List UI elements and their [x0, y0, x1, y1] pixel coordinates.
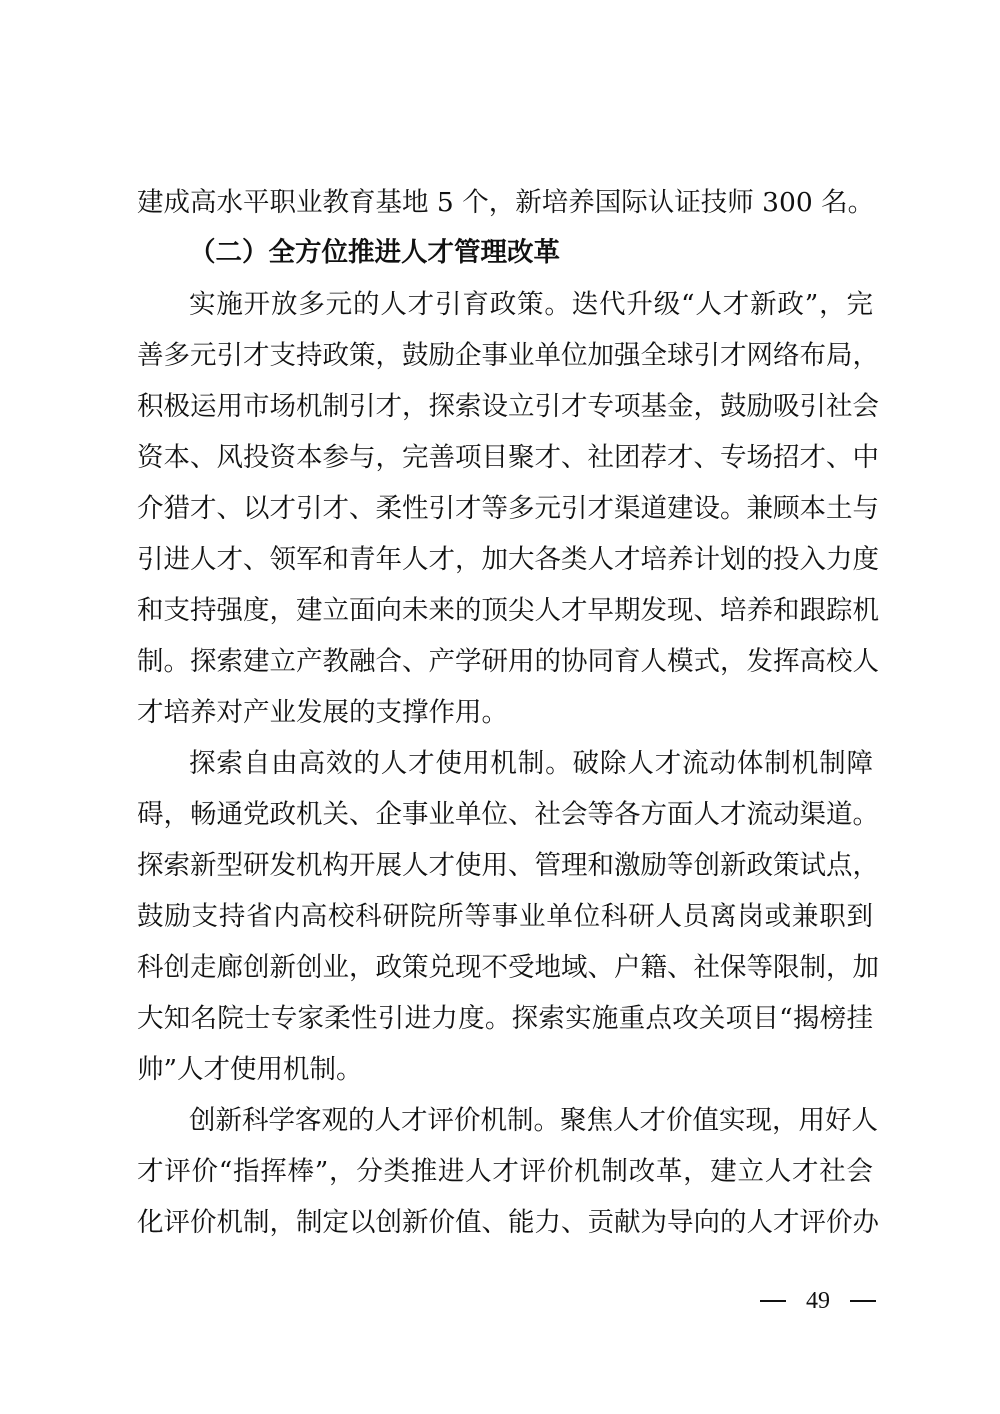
page-number-dash-left — [760, 1300, 786, 1302]
paragraph-line: 引进人才、领军和青年人才，加大各类人才培养计划的投入力度 — [137, 544, 879, 575]
paragraph-line: 建成高水平职业教育基地 5 个，新培养国际认证技师 300 名。 — [137, 187, 875, 218]
paragraph-line: 化评价机制，制定以创新价值、能力、贡献为导向的人才评价办 — [137, 1207, 879, 1238]
paragraph-line: 才培养对产业发展的支撑作用。 — [137, 697, 508, 728]
page-number-value: 49 — [806, 1288, 830, 1314]
paragraph-line: 实施开放多元的人才引育政策。迭代升级“人才新政”，完 — [189, 289, 873, 320]
paragraph-line: 介猎才、以才引才、柔性引才等多元引才渠道建设。兼顾本土与 — [137, 493, 879, 524]
page-number-dash-right — [850, 1300, 876, 1302]
paragraph-line: 探索自由高效的人才使用机制。破除人才流动体制机制障 — [189, 748, 873, 779]
paragraph-line: 鼓励支持省内高校科研院所等事业单位科研人员离岗或兼职到 — [137, 901, 873, 932]
paragraph-line: 帅”人才使用机制。 — [137, 1054, 363, 1085]
paragraph-line: 资本、风投资本参与，完善项目聚才、社团荐才、专场招才、中 — [137, 442, 879, 473]
paragraph-line: 大知名院士专家柔性引进力度。探索实施重点攻关项目“揭榜挂 — [137, 1003, 873, 1034]
paragraph-line: 碍，畅通党政机关、企事业单位、社会等各方面人才流动渠道。 — [137, 799, 879, 830]
paragraph-line: 善多元引才支持政策，鼓励企事业单位加强全球引才网络布局， — [137, 340, 879, 371]
paragraph-line: 才评价“指挥棒”，分类推进人才评价机制改革，建立人才社会 — [137, 1156, 873, 1187]
page-number — [760, 1283, 876, 1319]
paragraph-line: 制。探索建立产教融合、产学研用的协同育人模式，发挥高校人 — [137, 646, 879, 677]
section-heading: （二）全方位推进人才管理改革 — [189, 237, 560, 268]
paragraph-line: 和支持强度，建立面向未来的顶尖人才早期发现、培养和跟踪机 — [137, 595, 879, 626]
paragraph-line: 创新科学客观的人才评价机制。聚焦人才价值实现，用好人 — [189, 1105, 878, 1136]
paragraph-line: 科创走廊创新创业，政策兑现不受地域、户籍、社保等限制，加 — [137, 952, 879, 983]
paragraph-line: 积极运用市场机制引才，探索设立引才专项基金，鼓励吸引社会 — [137, 391, 879, 422]
paragraph-line: 探索新型研发机构开展人才使用、管理和激励等创新政策试点， — [137, 850, 879, 881]
